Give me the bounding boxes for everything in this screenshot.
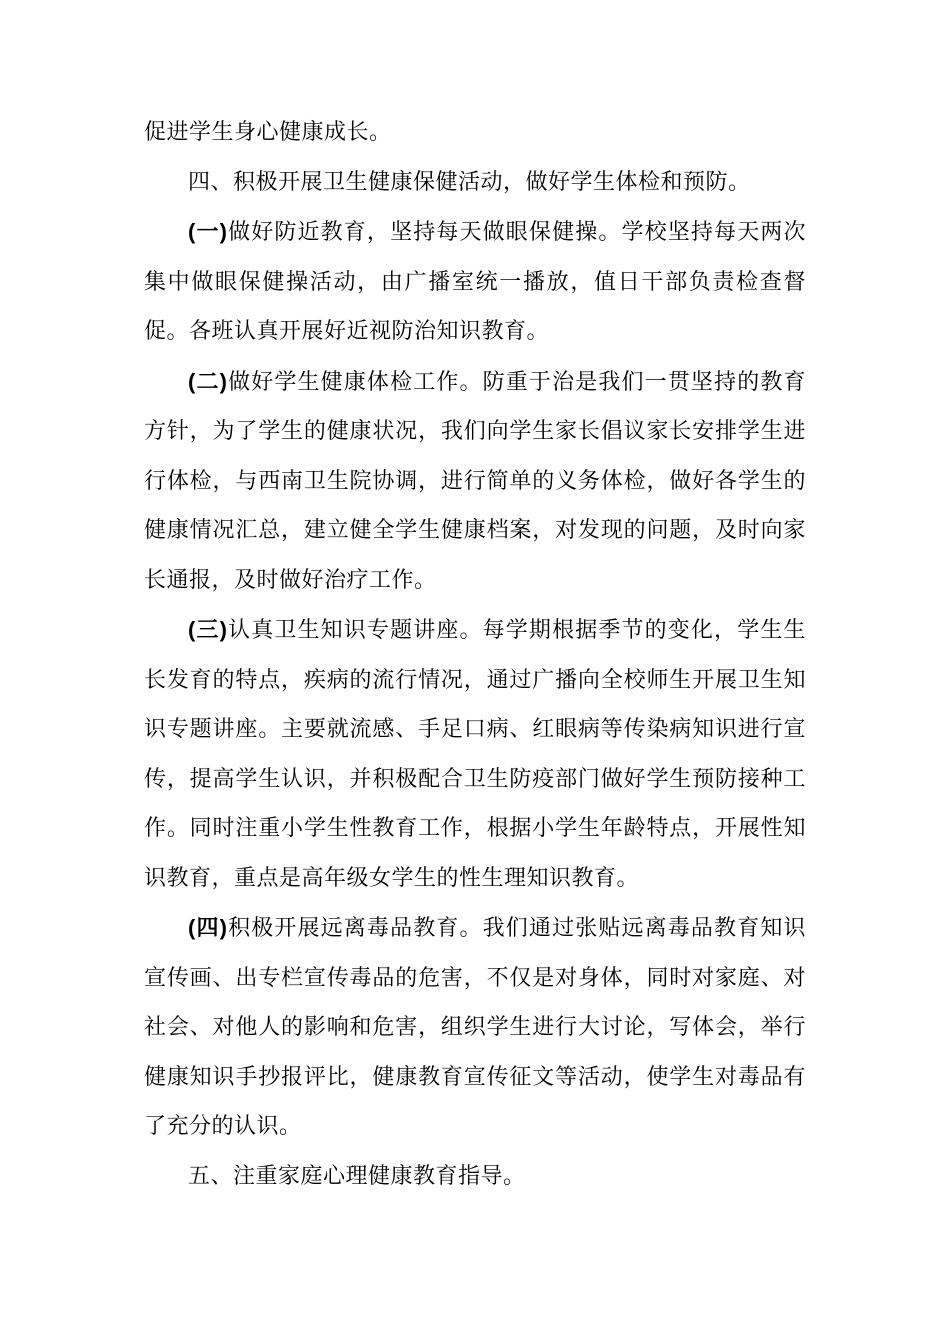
item-number: (四)	[188, 915, 228, 940]
item-number: (一)	[188, 219, 228, 244]
paragraph-text: 四、积极开展卫生健康保健活动，做好学生体检和预防。	[188, 169, 751, 195]
paragraph-text: 五、注重家庭心理健康教育指导。	[188, 1163, 526, 1189]
paragraph-text: 促进学生身心健康成长。	[144, 120, 392, 145]
paragraph-continuation	[144, 108, 806, 158]
paragraph-text: 认真卫生知识专题讲座。每学期根据季节的变化，学生生长发育的特点，疾病的流行情况，通过广播向全校师生开展卫生知识专题讲座。主要就流感、手足口病、红眼病等传染病知识进行宣传，提高学生认识，并积极配合卫生防疫部门做好学生预防接种工作。同时注重小学生性教育工作，根据小学生年龄特点，开展性知识教育，重点是高年级女学生的性生理知识教育。	[144, 618, 806, 891]
section-heading-five	[144, 1152, 806, 1202]
paragraph-text: 做好防近教育，坚持每天做眼保健操。学校坚持每天两次集中做眼保健操活动，由广播室统一播放，值日干部负责检查督促。各班认真开展好近视防治知识教育。	[144, 220, 806, 344]
document-body	[144, 108, 806, 1201]
paragraph-item-two	[144, 357, 806, 606]
item-number: (三)	[188, 617, 228, 642]
section-heading-four	[144, 158, 806, 208]
paragraph-item-four	[144, 903, 806, 1152]
paragraph-item-three	[144, 605, 806, 903]
paragraph-text: 做好学生健康体检工作。防重于治是我们一贯坚持的教育方针，为了学生的健康状况，我们向学生家长倡议家长安排学生进行体检，与西南卫生院协调，进行简单的义务体检，做好各学生的健康情况汇总，建立健全学生健康档案，对发现的问题，及时向家长通报，及时做好治疗工作。	[144, 369, 806, 593]
item-number: (二)	[188, 368, 228, 394]
paragraph-item-one	[144, 207, 806, 357]
paragraph-text: 积极开展远离毒品教育。我们通过张贴远离毒品教育知识宣传画、出专栏宣传毒品的危害，不仅是对身体，同时对家庭、对社会、对他人的影响和危害，组织学生进行大讨论，写体会，举行健康知识手抄报评比，健康教育宣传征文等活动，使学生对毒品有了充分的认识。	[144, 916, 806, 1139]
